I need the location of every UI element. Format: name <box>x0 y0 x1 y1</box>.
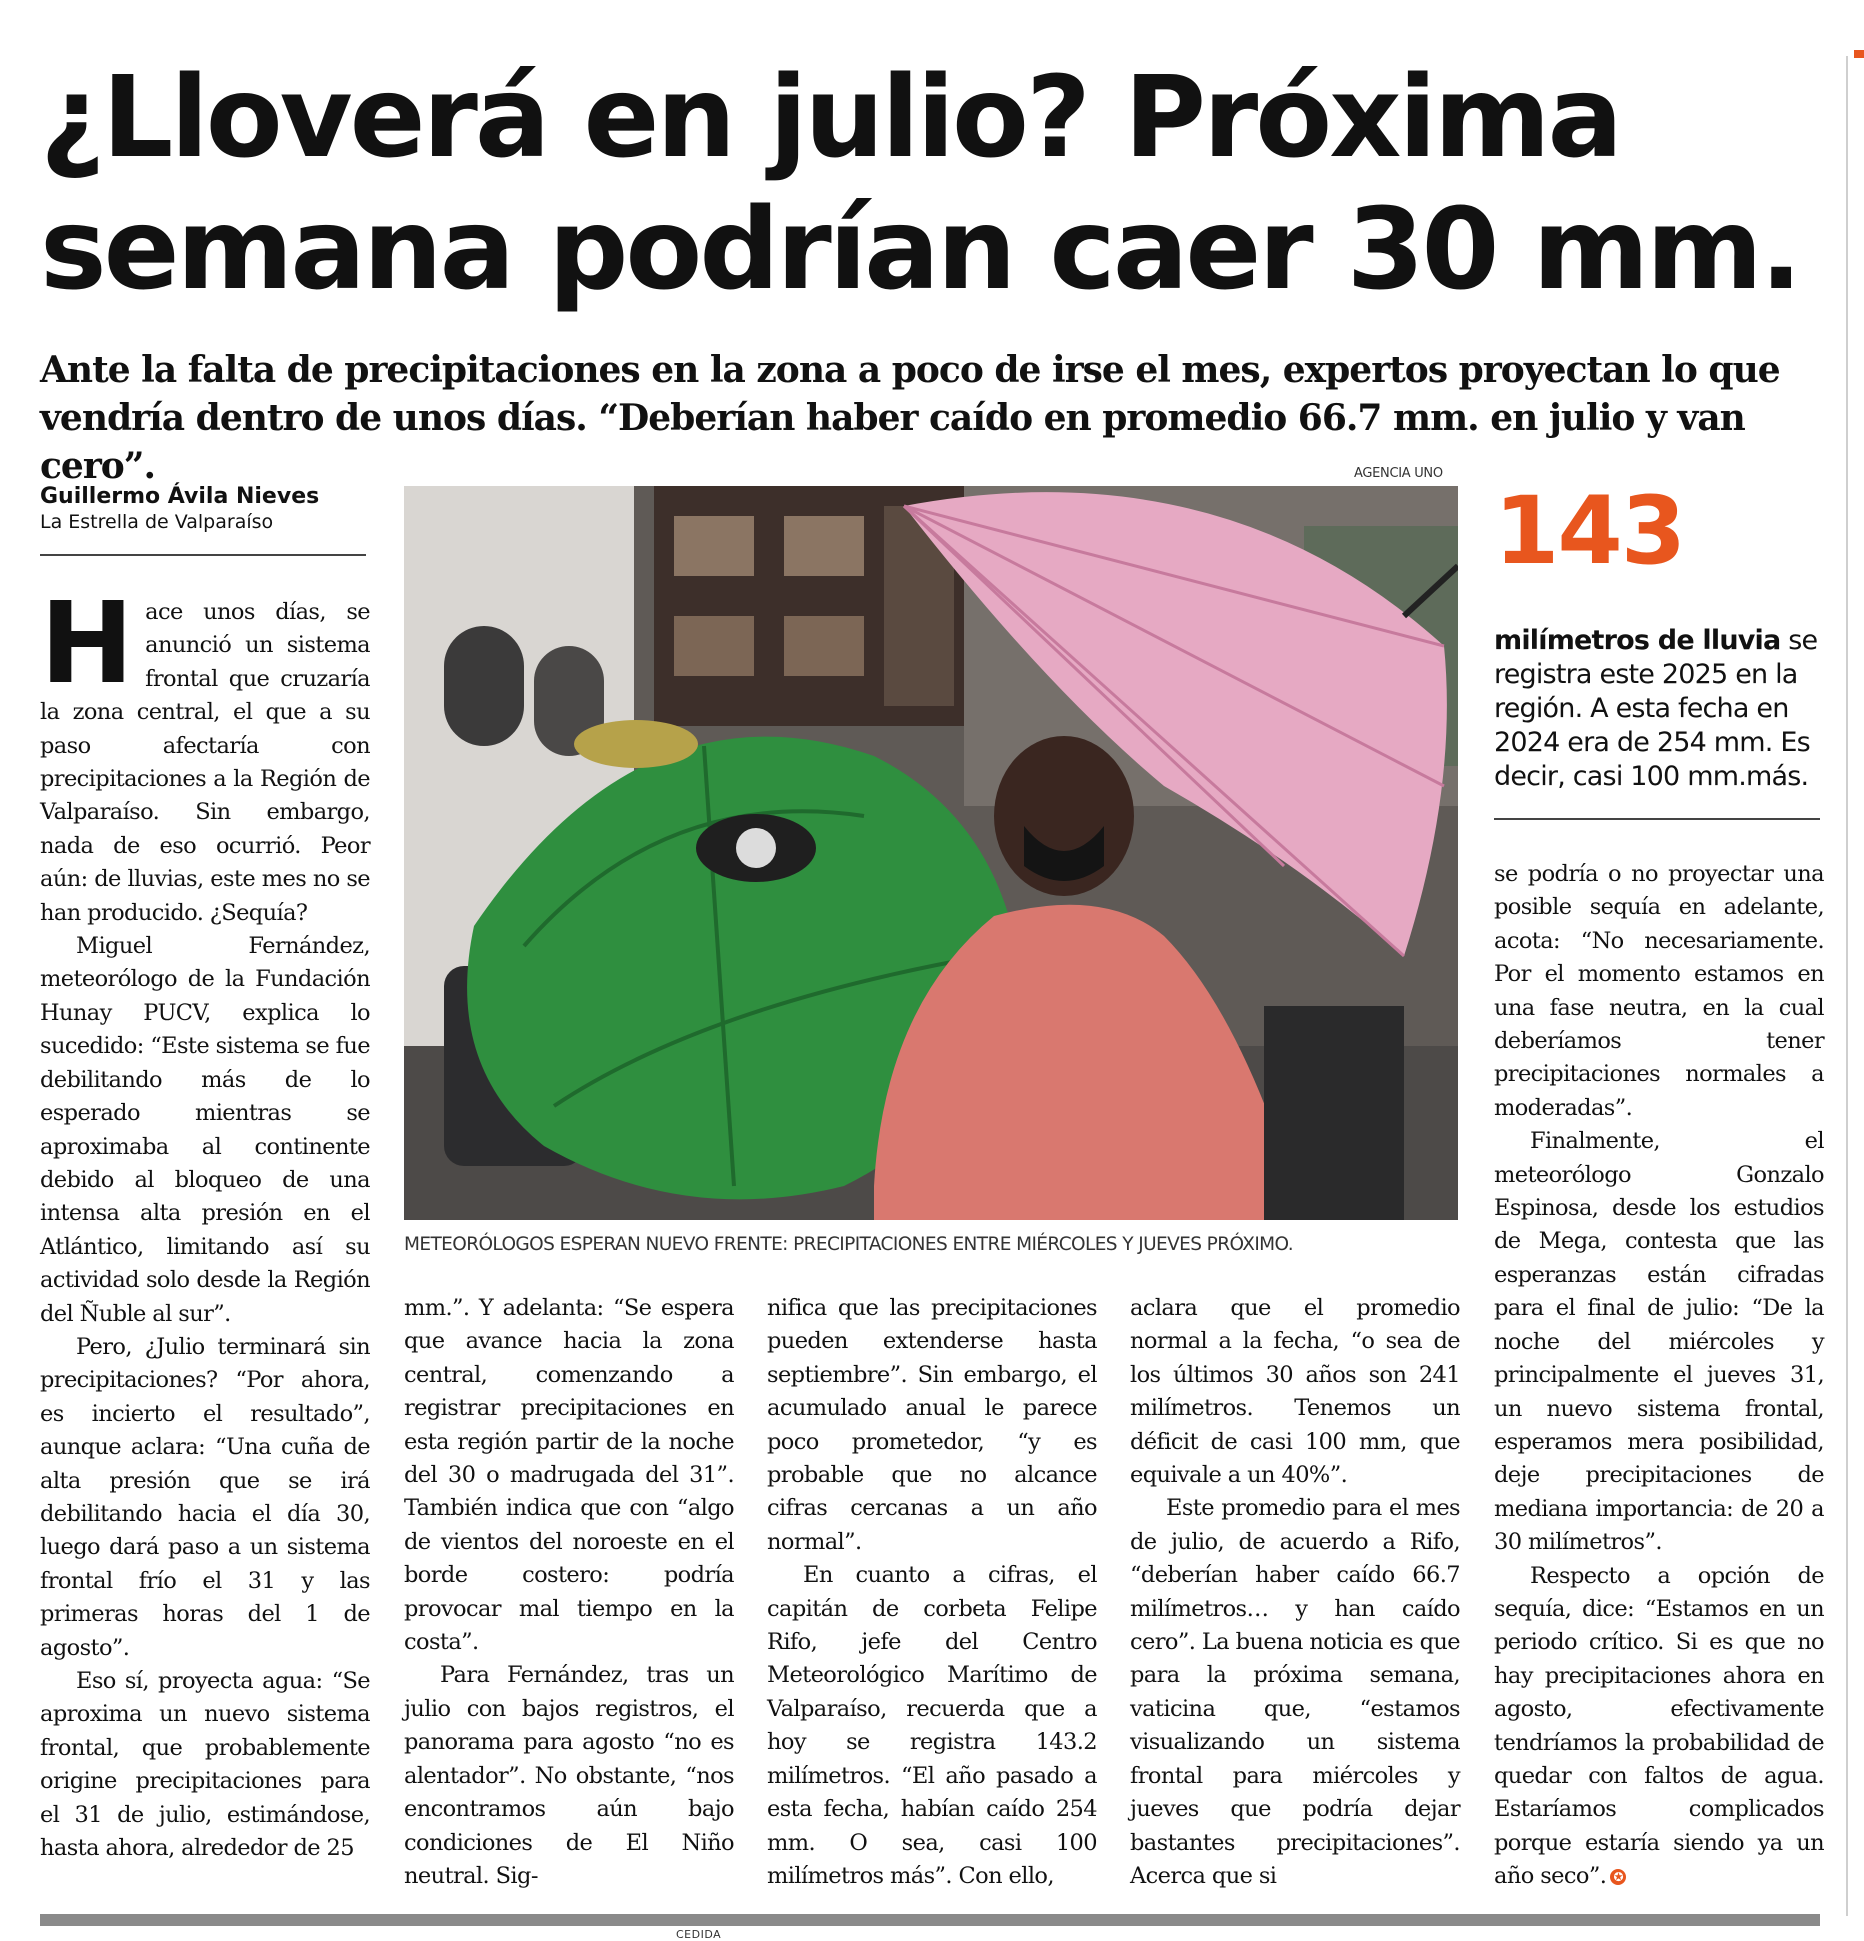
paragraph: Pero, ¿Julio terminará sin precipitaciones? “Por ahora, es incierto el resultado”, aunque aclara: “Una cuña de alta presión que se irá debilitando hacia el día 30, luego dará paso a un sistema frontal frío el 31 y las primeras horas del 1 de agosto”. <box>40 1333 370 1661</box>
stat-body: se registra este 2025 en la región. A esta fecha en 2024 era de 254 mm. Es decir, casi 100 mm.más. <box>1494 625 1818 792</box>
deck-subtitle: Ante la falta de precipitaciones en la zona a poco de irse el mes, expertos proyectan lo que vendría dentro de unos días. “Deberían haber caído en promedio 66.7 mm. en julio y van cero”. <box>40 349 1780 487</box>
page-edge-rule <box>1846 56 1848 1916</box>
bottom-bar <box>40 1914 1820 1926</box>
end-of-article-icon: ✪ <box>1610 1869 1626 1885</box>
paragraph-text: ace unos días, se anunció un sistema frontal que cruzaría la zona central, el que a su paso afectaría con precipitaciones a la Región de Valparaíso. Sin embargo, nada de eso ocurrió. Peor aún: de lluvias, este mes no se han producido. ¿Sequía? <box>40 599 370 926</box>
photo-credit: AGENCIA UNO <box>1354 466 1443 481</box>
article-column-1 <box>40 579 370 1906</box>
article-column-2 <box>404 1292 734 1912</box>
byline <box>40 484 370 533</box>
stat-number: 143 <box>1494 477 1685 586</box>
paragraph: Eso sí, proyecta agua: “Se aproxima un nuevo sistema frontal, que probablemente origine precipitaciones para el 31 de julio, estimándose, hasta ahora, alrededor de 25 <box>40 1668 370 1862</box>
paragraph: En cuanto a cifras, el capitán de corbeta Felipe Rifo, jefe del Centro Meteorológico Marítimo de Valparaíso, recuerda que a hoy se registra 143.2 milímetros. “El año pasado a esta fecha, habían caído 254 mm. O sea, casi 100 milímetros más”. Con ello, <box>767 1562 1097 1889</box>
byline-divider <box>40 554 366 556</box>
paragraph: mm.”. Y adelanta: “Se espera que avance hacia la zona central, comenzando a registrar precipitaciones en esta región partir de la noche del 30 o madrugada del 31”. También indica que con “algo de vientos del noroeste en el borde costero: podría provocar mal tiempo en la costa”. <box>404 1295 734 1656</box>
paragraph-text: Respecto a opción de sequía, dice: “Estamos en un periodo crítico. Si es que no hay precipitaciones ahora en agosto, efectivamente tendríamos la probabilidad de quedar con faltos de agua. Estaríamos complicados porque estaría siendo ya un año seco”. <box>1494 1562 1824 1890</box>
paragraph: Miguel Fernández, meteorólogo de la Fundación Hunay PUCV, explica lo sucedido: “Este sistema se fue debilitando más de lo esperado mientras se aproximaba al continente debido al bloqueo de una intensa alta presión en el Atlántico, limitando así su actividad solo desde la Región del Ñuble al sur”. <box>40 933 370 1327</box>
paragraph: nifica que las precipitaciones pueden extenderse hasta septiembre”. Sin embargo, el acumulado anual le parece poco prometedor, “y es probable que no alcance cifras cercanas a un año normal”. <box>767 1295 1097 1555</box>
paragraph: Este promedio para el mes de julio, de acuerdo a Rifo, “deberían haber caído 66.7 milímetros… y han caído cero”. La buena noticia es que para la próxima semana, vaticina que, “estamos visualizando un sistema frontal para miércoles y jueves que podría dejar bastantes precipitaciones”. Acerca que si <box>1130 1495 1460 1889</box>
umbrellas-photo-illustration <box>404 486 1458 1220</box>
photo-caption: METEORÓLOGOS ESPERAN NUEVO FRENTE: PRECIPITACIONES ENTRE MIÉRCOLES Y JUEVES PRÓXIMO. <box>404 1234 1294 1255</box>
headline: ¿Lloverá en julio? Próxima semana podrían caer 30 mm. <box>40 53 1800 315</box>
stat-description <box>1494 624 1828 794</box>
byline-paper: La Estrella de Valparaíso <box>40 511 274 533</box>
paragraph <box>40 579 370 930</box>
paragraph <box>1494 1560 1824 1894</box>
article-column-3 <box>767 1292 1097 1912</box>
paragraph: aclara que el promedio normal a la fecha, “o sea de los últimos 30 años son 241 milímetros. Tenemos un déficit de casi 100 mm, que equivale a un 40%”. <box>1130 1295 1460 1489</box>
drop-cap: H <box>40 579 134 709</box>
article-column-4 <box>1130 1292 1460 1912</box>
corner-accent-mark <box>1854 50 1864 58</box>
footer-label: CEDIDA <box>676 1928 722 1941</box>
stat-highlight: milímetros de lluvia <box>1494 625 1781 656</box>
paragraph: Para Fernández, tras un julio con bajos registros, el panorama para agosto “no es alentador”. No obstante, “nos encontramos aún bajo condiciones de El Niño neutral. Sig- <box>404 1662 734 1889</box>
stat-divider <box>1494 818 1820 820</box>
byline-author: Guillermo Ávila Nieves <box>40 484 320 509</box>
paragraph: Finalmente, el meteorólogo Gonzalo Espinosa, desde los estudios de Mega, contesta que las esperanzas están cifradas para el final de julio: “De la noche del miércoles y principalmente el jueves 31, un nuevo sistema frontal, esperamos mera posibilidad, deje precipitaciones de mediana importancia: de 20 a 30 milímetros”. <box>1494 1128 1824 1556</box>
paragraph: se podría o no proyectar una posible sequía en adelante, acota: “No necesariamente. Por el momento estamos en una fase neutra, en la cual deberíamos tener precipitaciones normales a moderadas”. <box>1494 861 1824 1121</box>
article-photo <box>404 486 1458 1220</box>
article-column-5 <box>1494 858 1824 1912</box>
